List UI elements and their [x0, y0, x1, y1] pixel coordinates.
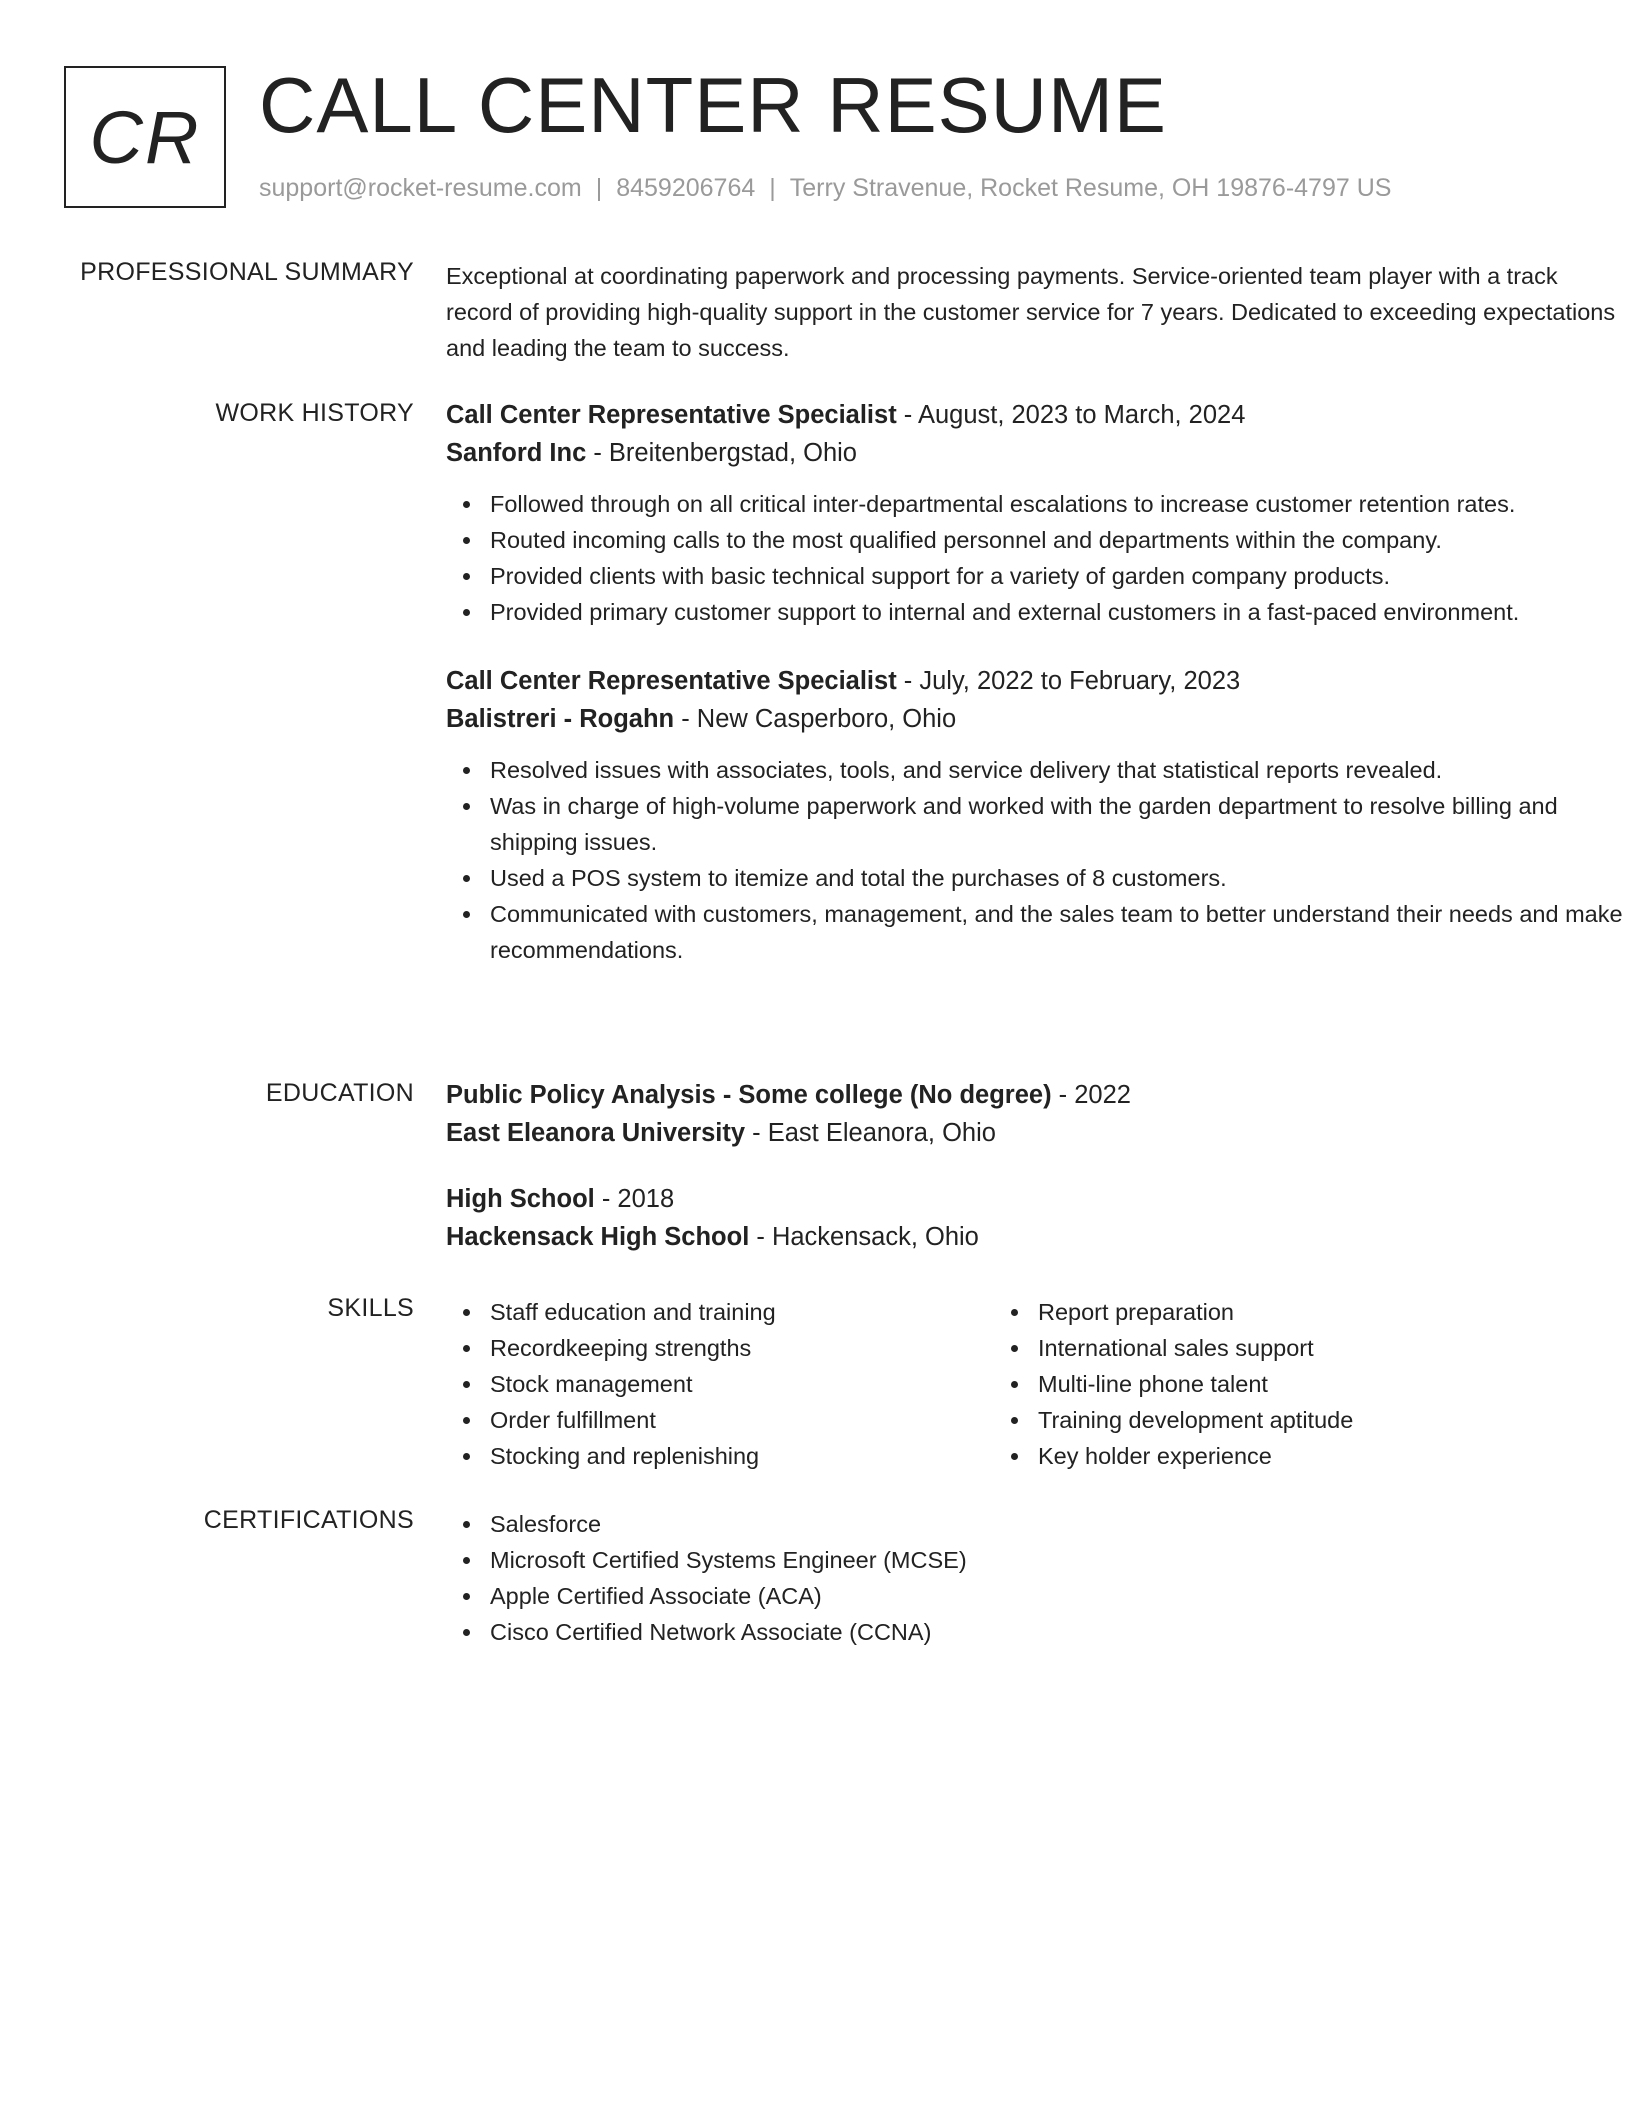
skill-item: Training development aptitude: [994, 1402, 1542, 1438]
skill-item: Staff education and training: [446, 1294, 994, 1330]
job-location: - Breitenbergstad, Ohio: [586, 439, 857, 467]
job-company-line: [446, 434, 1626, 472]
section-label-summary: PROFESSIONAL SUMMARY: [80, 258, 414, 286]
certifications-list: [446, 1506, 1626, 1650]
job-bullets: [446, 486, 1626, 630]
skills-list-left: [446, 1294, 994, 1474]
section-label-work-history: WORK HISTORY: [215, 399, 414, 427]
education-degree-line: [446, 1076, 1626, 1114]
education-entry: [446, 1180, 1626, 1256]
job-dates: - July, 2022 to February, 2023: [896, 667, 1241, 695]
job-location: - New Casperboro, Ohio: [674, 705, 957, 733]
contact-address: Terry Stravenue, Rocket Resume, OH 19876-4797 US: [789, 174, 1392, 202]
job-title: Call Center Representative Specialist: [446, 401, 897, 429]
contact-separator: |: [595, 174, 603, 202]
certification-item: Microsoft Certified Systems Engineer (MCSE): [446, 1542, 1626, 1578]
skill-item: Order fulfillment: [446, 1402, 994, 1438]
skill-item: Recordkeeping strengths: [446, 1330, 994, 1366]
job-company: Balistreri - Rogahn: [446, 705, 675, 733]
resume-header: [64, 61, 1564, 210]
skill-item: Multi-line phone talent: [994, 1366, 1542, 1402]
job-bullet: Provided primary customer support to internal and external customers in a fast-paced environment.: [446, 594, 1626, 630]
education-year: - 2018: [594, 1185, 675, 1213]
job-dates: - August, 2023 to March, 2024: [896, 401, 1246, 429]
job-bullet: Followed through on all critical inter-departmental escalations to increase customer retention rates.: [446, 486, 1626, 522]
job-entry: [446, 396, 1626, 630]
job-title-line: [446, 396, 1626, 434]
education-degree: Public Policy Analysis - Some college (No degree): [446, 1081, 1052, 1109]
job-title: Call Center Representative Specialist: [446, 667, 897, 695]
education-entry: [446, 1076, 1626, 1152]
section-label-certifications: CERTIFICATIONS: [203, 1506, 414, 1534]
resume-title: CALL CENTER RESUME: [259, 61, 1167, 149]
job-bullets: [446, 752, 1626, 968]
education-school: East Eleanora University: [446, 1119, 746, 1147]
job-title-line: [446, 662, 1626, 700]
job-bullet: Provided clients with basic technical support for a variety of garden company products.: [446, 558, 1626, 594]
education-year: - 2022: [1051, 1081, 1131, 1109]
education-location: - East Eleanora, Ohio: [745, 1119, 996, 1147]
job-bullet: Routed incoming calls to the most qualified personnel and departments within the company.: [446, 522, 1626, 558]
skill-item: Key holder experience: [994, 1438, 1542, 1474]
skill-item: Stocking and replenishing: [446, 1438, 994, 1474]
job-company-line: [446, 700, 1626, 738]
summary-text: Exceptional at coordinating paperwork and processing payments. Service-oriented team player with a track record of providing high-quality support in the customer service for 7 years. Dedicated to exceeding expectations and leading the team to success.: [446, 263, 1616, 361]
certification-item: Apple Certified Associate (ACA): [446, 1578, 1626, 1614]
job-bullet: Was in charge of high-volume paperwork and worked with the garden department to resolve billing and shipping issues.: [446, 788, 1626, 860]
skill-item: Report preparation: [994, 1294, 1542, 1330]
monogram-badge: CR: [64, 66, 226, 208]
contact-email[interactable]: support@rocket-resume.com: [259, 174, 582, 202]
job-entry: [446, 662, 1626, 968]
education-school-line: [446, 1218, 1626, 1256]
skill-item: International sales support: [994, 1330, 1542, 1366]
skill-item: Stock management: [446, 1366, 994, 1402]
skills-columns: [446, 1294, 1626, 1474]
section-label-skills: SKILLS: [327, 1294, 414, 1322]
skills-list-right: [994, 1294, 1542, 1474]
certification-item: Salesforce: [446, 1506, 1626, 1542]
section-label-education: EDUCATION: [265, 1079, 414, 1107]
job-bullet: Resolved issues with associates, tools, and service delivery that statistical reports revealed.: [446, 752, 1626, 788]
contact-separator: |: [769, 174, 776, 202]
education-location: - Hackensack, Ohio: [749, 1223, 979, 1251]
contact-line: [259, 174, 1391, 203]
job-company: Sanford Inc: [446, 439, 587, 467]
education-school: Hackensack High School: [446, 1223, 750, 1251]
education-degree: High School: [446, 1185, 595, 1213]
contact-phone[interactable]: 8459206764: [616, 174, 756, 202]
education-school-line: [446, 1114, 1626, 1152]
job-bullet: Used a POS system to itemize and total the purchases of 8 customers.: [446, 860, 1626, 896]
education-degree-line: [446, 1180, 1626, 1218]
job-bullet: Communicated with customers, management, and the sales team to better understand their needs and make recommendations.: [446, 896, 1626, 968]
certification-item: Cisco Certified Network Associate (CCNA): [446, 1614, 1626, 1650]
